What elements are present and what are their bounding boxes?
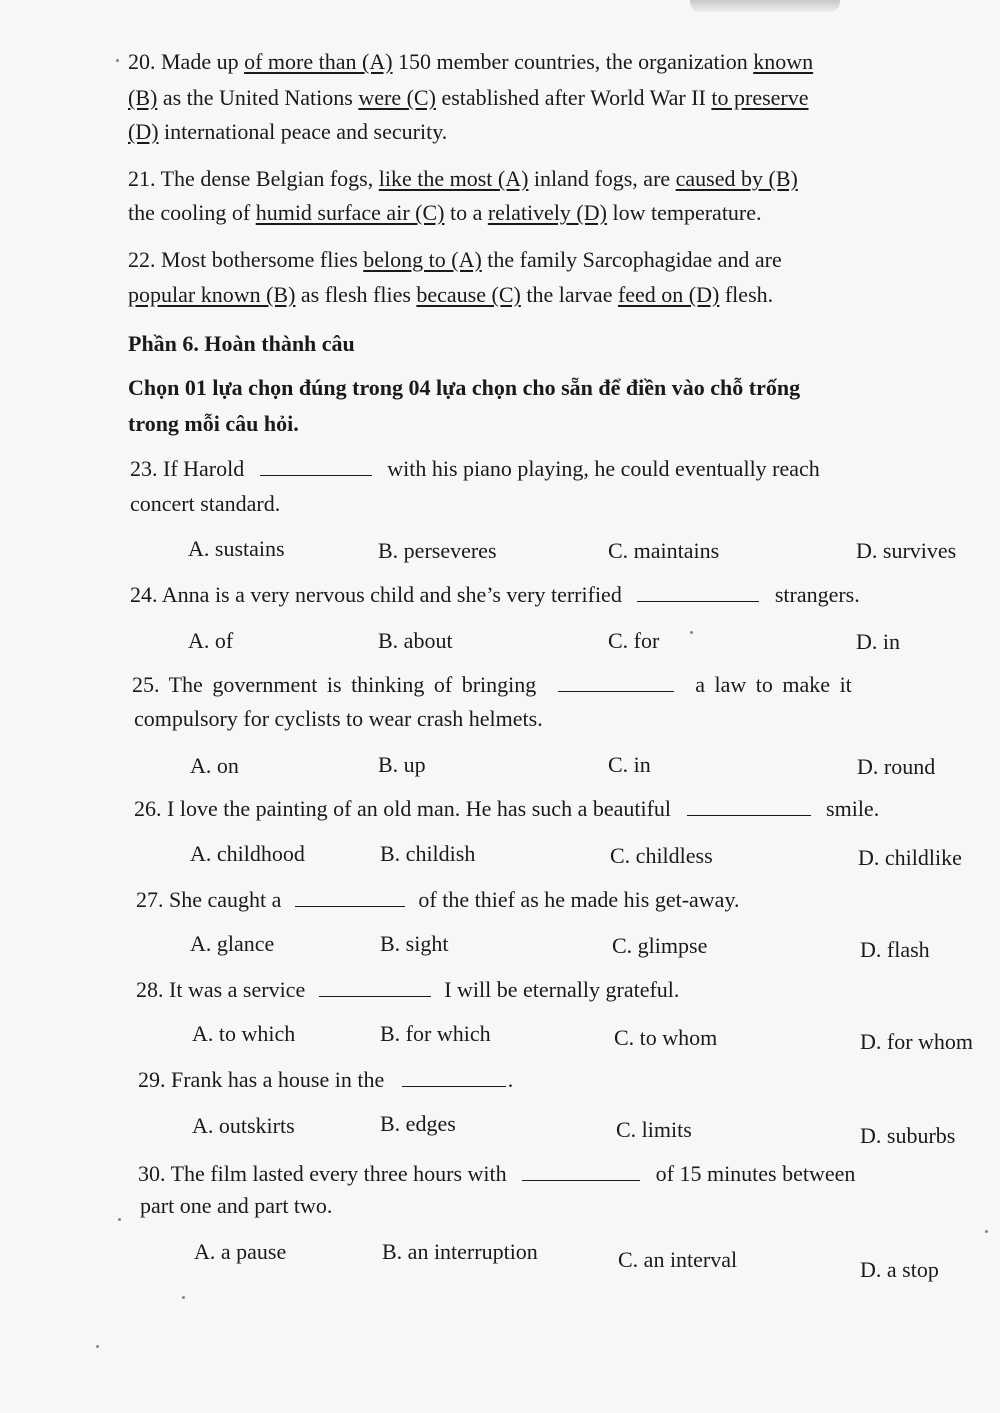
q30-option-a[interactable]: A. a pause — [194, 1239, 287, 1264]
q25-option-d[interactable]: D. round — [857, 754, 936, 779]
q25-option-b[interactable]: B. up — [378, 752, 426, 777]
q20-text: international peace and security. — [164, 119, 448, 144]
q27-option-a[interactable]: A. glance — [190, 931, 275, 956]
q21-option-c: humid surface air (C) — [255, 200, 445, 225]
q26-option-a[interactable]: A. childhood — [190, 841, 305, 866]
q26-option-d[interactable]: D. childlike — [858, 845, 962, 870]
q28-option-a[interactable]: A. to which — [192, 1021, 296, 1046]
q22-text: the larvae — [526, 282, 613, 307]
question-text: It was a service — [169, 977, 306, 1002]
question-text: The film lasted every three hours with — [170, 1161, 507, 1186]
q25-stem-cont: compulsory for cyclists to wear crash helmets. — [134, 706, 543, 731]
section-title: Phần 6. Hoàn thành câu — [128, 331, 355, 356]
q22-text: as flesh flies — [300, 282, 411, 307]
q22-text: Most bothersome flies — [161, 247, 358, 272]
q21-line1 — [128, 165, 798, 193]
q29-stem — [138, 1066, 513, 1094]
section-instruction: Chọn 01 lựa chọn đúng trong 04 lựa chọn cho sẵn để điền vào chỗ trống — [128, 375, 801, 400]
q22-line2 — [128, 281, 773, 309]
q27-option-c[interactable]: C. glimpse — [612, 933, 708, 958]
q20-option-a: of more than (A) — [244, 49, 393, 74]
q23-option-b[interactable]: B. perseveres — [378, 538, 497, 563]
q22-text: flesh. — [724, 282, 774, 307]
question-text: of the thief as he made his get-away. — [418, 887, 740, 912]
q27-stem — [136, 886, 740, 914]
question-text: Frank has a house in the — [171, 1067, 385, 1092]
question-number: 29. — [138, 1067, 166, 1092]
q25-stem — [132, 671, 852, 699]
q21-text: inland fogs, are — [533, 166, 671, 191]
q21-text: to a — [449, 200, 483, 225]
question-text: strangers. — [774, 582, 860, 607]
q24-option-c[interactable]: C. for — [608, 628, 660, 653]
q24-stem — [130, 581, 860, 609]
q25-option-c[interactable]: C. in — [608, 752, 651, 777]
q20-line2 — [128, 84, 809, 112]
question-number: 28. — [136, 977, 164, 1002]
q26-stem — [134, 795, 879, 823]
q22-option-a: belong to (A) — [363, 247, 482, 272]
q20-text: established after World War II — [441, 85, 706, 110]
q20-line1 — [128, 48, 813, 76]
q30-option-c[interactable]: C. an interval — [618, 1247, 738, 1272]
scan-speck — [96, 1345, 99, 1348]
question-text: of 15 minutes between — [655, 1161, 856, 1186]
q30-option-b[interactable]: B. an interruption — [382, 1239, 538, 1264]
q30-stem-cont: part one and part two. — [140, 1193, 333, 1218]
q21-text: low temperature. — [612, 200, 762, 225]
question-text: If Harold — [163, 456, 245, 481]
question-number: 23. — [130, 456, 158, 481]
question-number: 26. — [134, 796, 162, 821]
q28-stem — [136, 976, 679, 1004]
q21-option-a: like the most (A) — [378, 166, 529, 191]
q22-line1 — [128, 246, 782, 274]
q21-option-b: caused by (B) — [675, 166, 798, 191]
q20-option-b: (B) — [128, 85, 158, 110]
section-instruction-cont: trong mỗi câu hỏi. — [128, 411, 299, 436]
q22-option-b: popular known (B) — [128, 282, 296, 307]
q25-option-a[interactable]: A. on — [190, 753, 239, 778]
q22-option-c: because (C) — [416, 282, 521, 307]
scan-speck — [182, 1296, 185, 1299]
question-number: 21. — [128, 166, 156, 191]
question-number: 20. — [128, 49, 156, 74]
q21-text: The dense Belgian fogs, — [160, 166, 374, 191]
q28-option-c[interactable]: C. to whom — [614, 1025, 718, 1050]
q21-line2 — [128, 199, 762, 227]
q27-option-b[interactable]: B. sight — [380, 931, 449, 956]
q20-option-b-word: known — [753, 49, 814, 74]
question-text: smile. — [826, 796, 880, 821]
q22-text: the family Sarcophagidae and are — [487, 247, 782, 272]
question-text: with his piano playing, he could eventually reach — [387, 456, 820, 481]
q30-option-d[interactable]: D. a stop — [860, 1257, 939, 1282]
scan-speck — [690, 631, 693, 634]
answer-blank[interactable] — [687, 797, 811, 816]
question-number: 22. — [128, 247, 156, 272]
q23-option-c[interactable]: C. maintains — [608, 538, 720, 563]
scan-speck — [985, 1230, 988, 1233]
q29-option-a[interactable]: A. outskirts — [192, 1113, 295, 1138]
question-text: a law to make it — [695, 672, 852, 697]
answer-blank[interactable] — [558, 673, 674, 692]
q24-option-a[interactable]: A. of — [188, 628, 234, 653]
scan-artifact — [690, 0, 840, 12]
q20-text: 150 member countries, the organization — [398, 49, 748, 74]
q24-option-b[interactable]: B. about — [378, 628, 453, 653]
answer-blank[interactable] — [522, 1162, 640, 1181]
q20-option-d-word: to preserve — [711, 85, 809, 110]
question-text: . — [507, 1067, 514, 1092]
q23-stem — [130, 455, 820, 483]
q20-line3 — [128, 118, 447, 146]
q20-text: as the United Nations — [162, 85, 353, 110]
question-text: She caught a — [169, 887, 282, 912]
scan-speck — [118, 1218, 121, 1221]
answer-blank[interactable] — [402, 1068, 506, 1087]
answer-blank[interactable] — [637, 583, 759, 602]
q24-option-d[interactable]: D. in — [856, 629, 900, 654]
answer-blank[interactable] — [295, 888, 405, 907]
question-text: Anna is a very nervous child and she’s very terrified — [161, 582, 622, 607]
q21-text: the cooling of — [128, 200, 251, 225]
q20-option-d: (D) — [128, 119, 159, 144]
question-number: 30. — [138, 1161, 166, 1186]
q21-option-d: relatively (D) — [487, 200, 607, 225]
q29-option-d[interactable]: D. suburbs — [860, 1123, 956, 1148]
q22-option-d: feed on (D) — [617, 282, 720, 307]
q20-option-c: were (C) — [358, 85, 436, 110]
scan-speck — [116, 59, 119, 62]
question-text: I will be eternally grateful. — [444, 977, 680, 1002]
q28-option-d[interactable]: D. for whom — [860, 1029, 974, 1054]
answer-blank[interactable] — [260, 457, 372, 476]
q20-text: Made up — [161, 49, 239, 74]
q29-option-b[interactable]: B. edges — [380, 1111, 456, 1136]
q30-stem — [138, 1160, 855, 1188]
q23-option-a[interactable]: A. sustains — [188, 536, 285, 561]
answer-blank[interactable] — [319, 978, 431, 997]
question-text: I love the painting of an old man. He has such a beautiful — [167, 796, 672, 821]
q23-option-d[interactable]: D. survives — [856, 538, 957, 563]
q27-option-d[interactable]: D. flash — [860, 937, 930, 962]
question-number: 27. — [136, 887, 164, 912]
question-text: The government is thinking of bringing — [168, 672, 537, 697]
q28-option-b[interactable]: B. for which — [380, 1021, 491, 1046]
question-number: 25. — [132, 672, 160, 697]
question-number: 24. — [130, 582, 158, 607]
q29-option-c[interactable]: C. limits — [616, 1117, 692, 1142]
q23-stem-cont: concert standard. — [130, 491, 281, 516]
q26-option-c[interactable]: C. childless — [610, 843, 713, 868]
q26-option-b[interactable]: B. childish — [380, 841, 476, 866]
